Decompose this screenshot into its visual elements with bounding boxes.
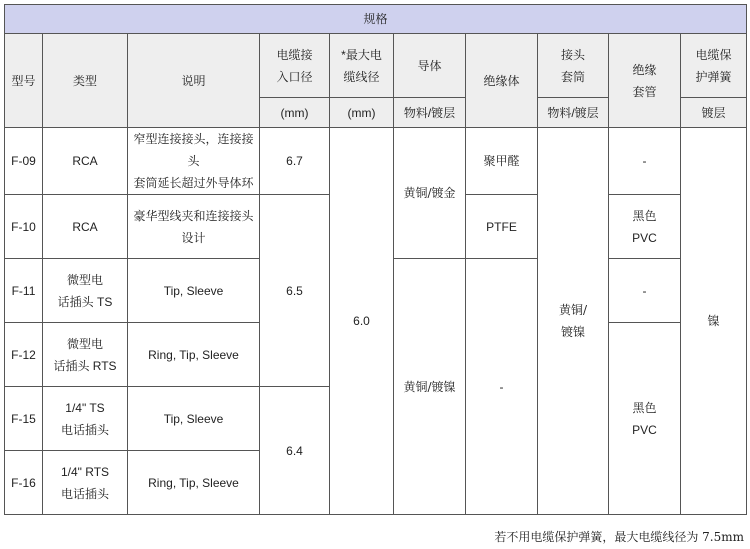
header-spring: 电缆保 护弹簧 bbox=[681, 34, 747, 98]
header-sleeve: 接头 套筒 bbox=[538, 34, 609, 98]
header-max-od-unit: (mm) bbox=[330, 98, 394, 128]
insulation-tube-cell: - bbox=[609, 259, 681, 323]
header-sleeve-sub: 物料/镀层 bbox=[538, 98, 609, 128]
row-model: F-15 bbox=[5, 387, 43, 451]
sleeve-cell: 黄铜/ 镀镍 bbox=[538, 128, 609, 515]
row-type: RCA bbox=[43, 195, 128, 259]
row-type: 微型电 话插头 RTS bbox=[43, 323, 128, 387]
conductor-cell: 黄铜/镀镍 bbox=[394, 259, 466, 515]
row-type: 微型电 话插头 TS bbox=[43, 259, 128, 323]
insulation-tube-cell: 黑色 PVC bbox=[609, 195, 681, 259]
row-desc: Ring, Tip, Sleeve bbox=[128, 323, 260, 387]
table-banner: 规格 bbox=[5, 5, 747, 34]
row-model: F-09 bbox=[5, 128, 43, 195]
max-od-cell: 6.0 bbox=[330, 128, 394, 515]
insulation-tube-cell: - bbox=[609, 128, 681, 195]
cable-entry-cell: 6.4 bbox=[260, 387, 330, 515]
row-type: 1/4" RTS 电话插头 bbox=[43, 451, 128, 515]
row-desc: 豪华型线夹和连接接头 设计 bbox=[128, 195, 260, 259]
header-desc: 说明 bbox=[128, 34, 260, 128]
row-type: RCA bbox=[43, 128, 128, 195]
table-row bbox=[5, 128, 747, 195]
insulator-cell: - bbox=[466, 259, 538, 515]
cable-entry-cell: 6.5 bbox=[260, 195, 330, 387]
row-desc: Ring, Tip, Sleeve bbox=[128, 451, 260, 515]
footnote: 若不用电缆保护弹簧，最大电缆线径为 7.5mm bbox=[494, 530, 744, 544]
conductor-cell: 黄铜/镀金 bbox=[394, 128, 466, 259]
header-conductor: 导体 bbox=[394, 34, 466, 98]
header-type: 类型 bbox=[43, 34, 128, 128]
insulation-tube-cell: 黑色 PVC bbox=[609, 323, 681, 515]
insulator-cell: PTFE bbox=[466, 195, 538, 259]
row-desc: Tip, Sleeve bbox=[128, 387, 260, 451]
header-conductor-sub: 物料/镀层 bbox=[394, 98, 466, 128]
spec-table bbox=[4, 4, 747, 515]
row-model: F-11 bbox=[5, 259, 43, 323]
header-cable-entry: 电缆接 入口径 bbox=[260, 34, 330, 98]
row-desc: 窄型连接接头，连接接头 套筒延长超过外导体环 bbox=[128, 128, 260, 195]
row-type: 1/4" TS 电话插头 bbox=[43, 387, 128, 451]
row-desc: Tip, Sleeve bbox=[128, 259, 260, 323]
row-model: F-12 bbox=[5, 323, 43, 387]
header-spring-sub: 镀层 bbox=[681, 98, 747, 128]
header-cable-entry-unit: (mm) bbox=[260, 98, 330, 128]
header-insulator: 绝缘体 bbox=[466, 34, 538, 128]
insulator-cell: 聚甲醛 bbox=[466, 128, 538, 195]
header-insulation-tube: 绝缘 套管 bbox=[609, 34, 681, 128]
spring-cell: 镍 bbox=[681, 128, 747, 515]
row-model: F-10 bbox=[5, 195, 43, 259]
header-model: 型号 bbox=[5, 34, 43, 128]
header-max-od: *最大电 缆线径 bbox=[330, 34, 394, 98]
cable-entry-cell: 6.7 bbox=[260, 128, 330, 195]
row-model: F-16 bbox=[5, 451, 43, 515]
